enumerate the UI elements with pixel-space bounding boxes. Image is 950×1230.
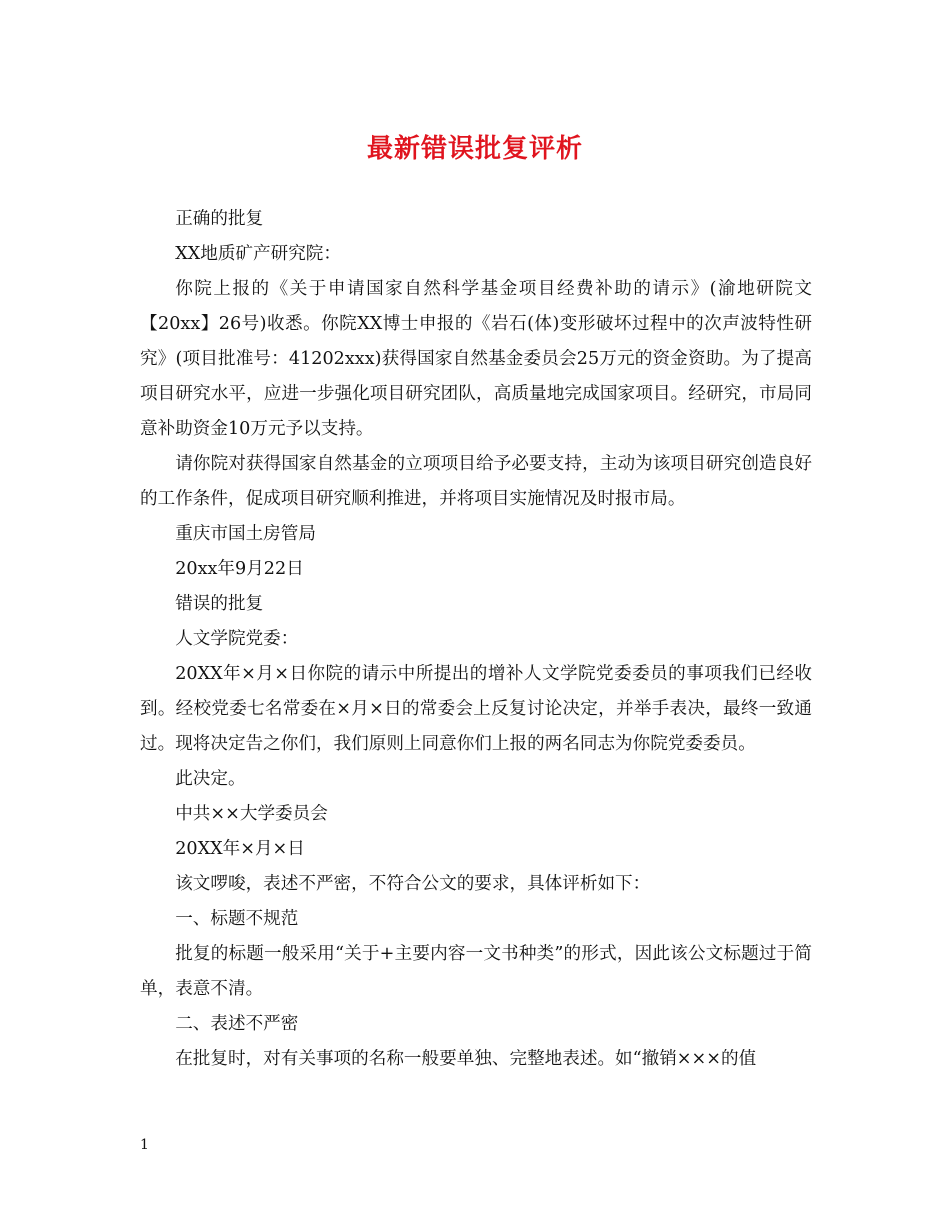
page-number: 1 xyxy=(140,1137,149,1153)
document-body xyxy=(140,202,812,1077)
paragraph: 在批复时，对有关事项的名称一般要单独、完整地表述。如“撤销×××的值 xyxy=(175,1049,757,1069)
paragraph: 中共××大学委员会 xyxy=(175,804,328,824)
paragraph: 一、标题不规范 xyxy=(175,909,299,929)
paragraph: 错误的批复 xyxy=(175,594,264,614)
paragraph: 批复的标题一般采用“关于+主要内容一文书种类”的形式，因此该公文标题过于简单，表意不清。 xyxy=(140,944,812,999)
paragraph: 20XX年×月×日你院的请示中所提出的增补人文学院党委委员的事项我们已经收到。经校党委七名常委在×月×日的常委会上反复讨论决定，并举手表决，最终一致通过。现将决定告之你们，我们原则上同意你们上报的两名同志为你院党委委员。 xyxy=(140,664,812,754)
paragraph: 20XX年×月×日 xyxy=(175,839,305,859)
paragraph: 20xx年9月22日 xyxy=(175,559,304,579)
document-title: 最新错误批复评析 xyxy=(366,134,583,164)
paragraph: 人文学院党委： xyxy=(175,629,299,649)
paragraph: 该文啰唆，表述不严密，不符合公文的要求，具体评析如下： xyxy=(175,874,651,894)
paragraph: 重庆市国土房管局 xyxy=(175,524,316,544)
paragraph: 请你院对获得国家自然基金的立项项目给予必要支持，主动为该项目研究创造良好的工作条件，促成项目研究顺利推进，并将项目实施情况及时报市局。 xyxy=(140,454,812,509)
paragraph: 正确的批复 xyxy=(175,209,264,229)
paragraph: 二、表述不严密 xyxy=(175,1014,299,1034)
paragraph: XX地质矿产研究院： xyxy=(175,244,341,264)
paragraph: 此决定。 xyxy=(175,769,246,789)
paragraph: 你院上报的《关于申请国家自然科学基金项目经费补助的请示》(渝地研院文【20xx】26号)收悉。你院XX博士申报的《岩石(体)变形破坏过程中的次声波特性研究》(项目批准号：41202xxx)获得国家自然基金委员会25万元的资金资助。为了提高项目研究水平，应进一步强化项目研究团队，高质量地完成国家项目。经研究，市局同意补助资金10万元予以支持。 xyxy=(140,279,812,439)
